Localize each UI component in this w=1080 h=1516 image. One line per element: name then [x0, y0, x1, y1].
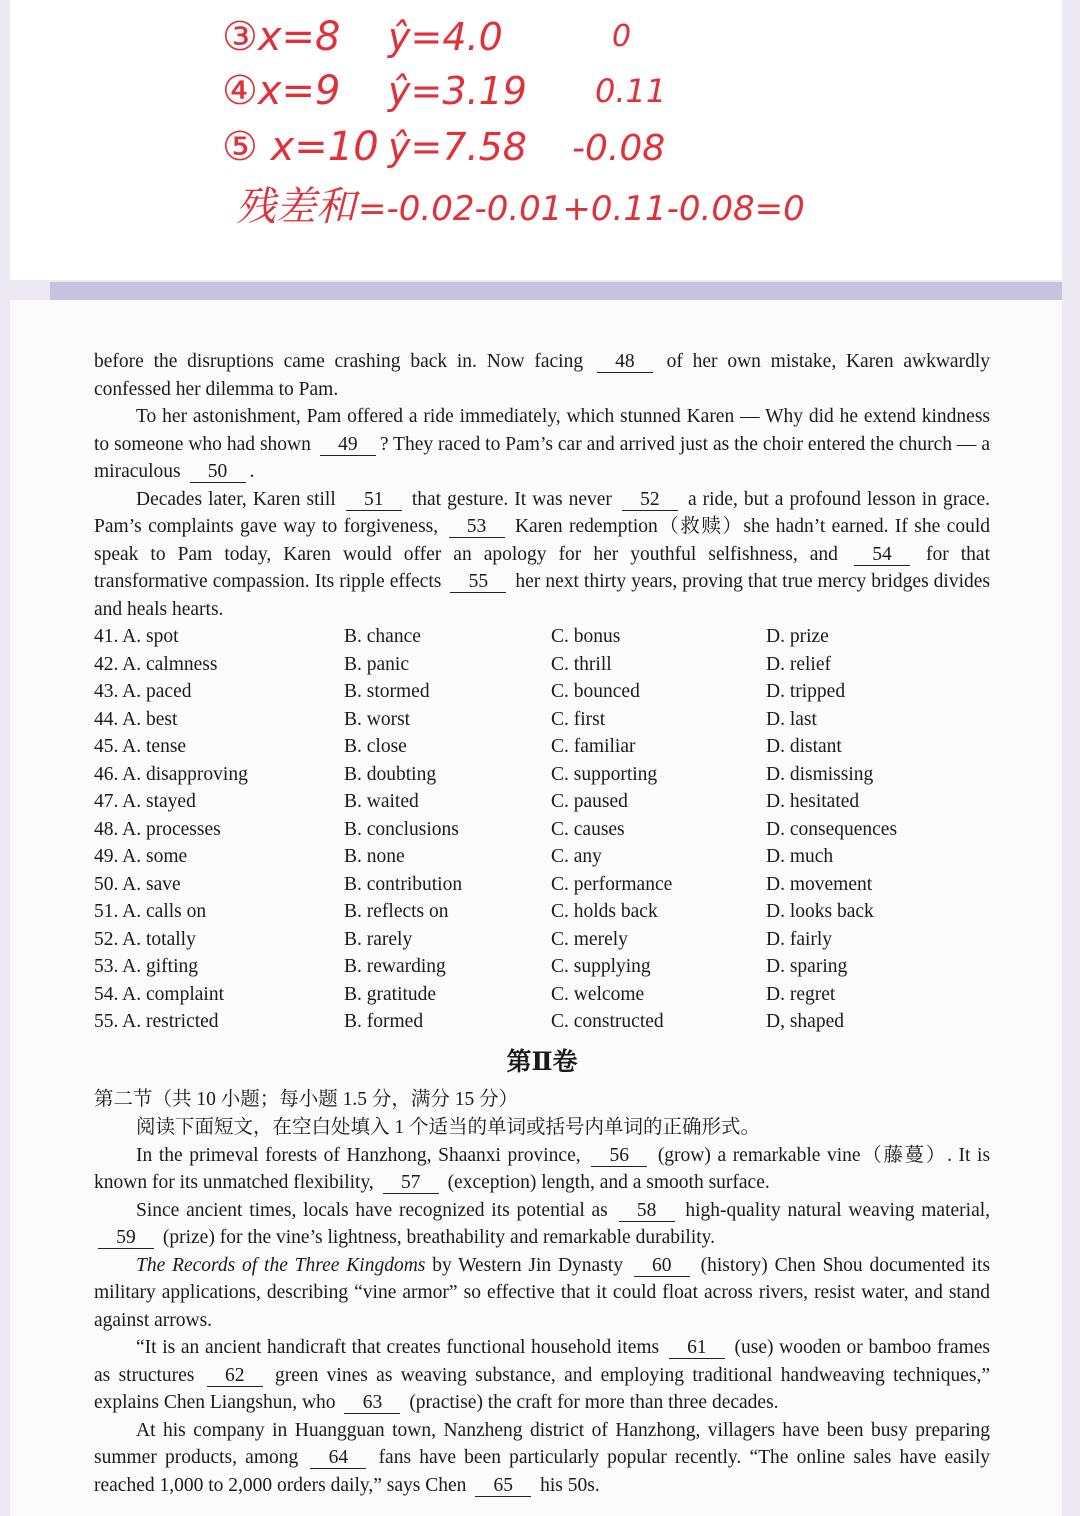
option-row [94, 926, 990, 954]
option-b: B. reflects on [344, 901, 449, 922]
blank-58: 58 [619, 1200, 675, 1222]
option-b: B. formed [344, 1011, 424, 1032]
option-a: 44. A. best [94, 708, 178, 730]
hw-row3-label: ⑤ x=10 [222, 124, 379, 170]
option-c: C. paused [551, 791, 628, 812]
option-row [94, 651, 990, 679]
option-row [94, 1008, 990, 1036]
passage1-para1: before the disruptions came crashing back in. Now facing 48 of her own mistake, Karen awkwardly confessed her dilemma to Pam. [94, 351, 990, 400]
blank-55: 55 [450, 571, 506, 593]
option-row [94, 981, 990, 1009]
option-a: 53. A. gifting [94, 956, 199, 977]
passage1-para2: To her astonishment, Pam offered a ride immediately, which stunned Karen — Why did he extend kindness to someone who had shown 49 ? They raced to Pam’s car and arrived just as the choir entered the church — a miraculous 50 . [94, 406, 991, 482]
option-c: C. any [551, 846, 602, 867]
option-d: D. consequences [766, 818, 898, 840]
option-d: D. looks back [766, 901, 874, 922]
exam-content [94, 348, 990, 1499]
passage2-para3: The Records of the Three Kingdoms by Western Jin Dynasty 60 (history) Chen Shou documented its military applications, describing “vine armor” so effective that it could float across rivers, resist water, and stand against arrows. [94, 1254, 991, 1331]
passage2-para4: “It is an ancient handicraft that creates functional household items 61 (use) wooden or bamboo frames as structures 62 green vines as weaving substance, and employing traditional handweaving techniques,” explains Chen Liangshun, who 63 (practise) the craft for more than three decades. [94, 1337, 991, 1413]
blank-51: 51 [346, 489, 402, 511]
option-b: B. waited [344, 791, 419, 812]
option-a: 45. A. tense [94, 736, 187, 757]
answer-options [94, 623, 990, 1036]
option-c: C. first [551, 708, 606, 730]
option-b: B. none [344, 846, 405, 867]
option-d: D. hesitated [766, 791, 860, 812]
option-d: D. relief [766, 653, 831, 675]
option-a: 51. A. calls on [94, 901, 207, 922]
option-b: B. contribution [344, 873, 463, 895]
hw-row3-residual: -0.08 [572, 128, 666, 169]
blank-54: 54 [854, 544, 910, 566]
option-b: B. close [344, 736, 407, 757]
option-b: B. chance [344, 626, 421, 647]
option-d: D. much [766, 846, 834, 867]
option-c: C. bonus [551, 626, 621, 647]
option-c: C. constructed [551, 1011, 664, 1032]
blank-56: 56 [591, 1145, 647, 1167]
option-a: 43. A. paced [94, 681, 192, 702]
option-c: C. welcome [551, 983, 645, 1005]
blank-62: 62 [207, 1365, 263, 1387]
hw-sum-expression: =-0.02-0.01+0.11-0.08=0 [358, 189, 805, 229]
option-d: D. last [766, 708, 817, 730]
handwritten-calculations [10, 0, 1062, 280]
option-row [94, 733, 990, 761]
passage2-para1: In the primeval forests of Hanzhong, Shaanxi province, 56 (grow) a remarkable vine（藤蔓）. It is known for its unmatched flexibility, 57 (exception) length, and a smooth surface. [94, 1144, 991, 1193]
option-c: C. familiar [551, 736, 636, 757]
blank-64: 64 [310, 1447, 366, 1469]
section-instruction: 阅读下面短文，在空白处填入 1 个适当的单词或括号内单词的正确形式。 [136, 1116, 761, 1138]
divider-band [50, 282, 1062, 300]
option-a: 46. A. disapproving [94, 763, 248, 785]
blank-49: 49 [320, 434, 376, 456]
option-row [94, 678, 990, 706]
option-row [94, 623, 990, 651]
option-b: B. conclusions [344, 818, 459, 840]
blank-60: 60 [634, 1255, 690, 1277]
blank-53: 53 [449, 516, 505, 538]
option-row [94, 953, 990, 981]
passage2-para5: At his company in Huangguan town, Nanzheng district of Hanzhong, villagers have been busy preparing summer products, among 64 fans have been particularly popular recently. “The online sales have easily reached 1,000 to 2,000 orders daily,” says Chen 65 his 50s. [94, 1419, 990, 1496]
option-a: 52. A. totally [94, 928, 196, 950]
option-row [94, 761, 990, 789]
option-b: B. rewarding [344, 956, 446, 977]
option-d: D. sparing [766, 956, 848, 977]
option-c: C. merely [551, 928, 628, 950]
book-title: The Records of the Three Kingdoms [136, 1254, 426, 1276]
hw-row2-residual: 0.11 [595, 72, 667, 110]
hw-row3-yhat: ŷ=7.58 [388, 125, 527, 169]
option-row [94, 898, 990, 926]
option-c: C. bounced [551, 681, 640, 702]
option-d: D. regret [766, 983, 836, 1005]
option-a: 47. A. stayed [94, 791, 196, 812]
option-row [94, 871, 990, 899]
option-a: 48. A. processes [94, 818, 221, 840]
hw-row1-label: ③x=8 [222, 14, 341, 60]
option-b: B. stormed [344, 681, 430, 702]
option-b: B. worst [344, 708, 411, 730]
option-b: B. rarely [344, 928, 413, 950]
exam-paper [10, 300, 1062, 1516]
option-row [94, 706, 990, 734]
blank-48: 48 [597, 351, 653, 373]
option-a: 42. A. calmness [94, 653, 218, 675]
option-row [94, 788, 990, 816]
blank-52: 52 [622, 489, 678, 511]
blank-63: 63 [344, 1392, 400, 1414]
blank-59: 59 [98, 1227, 154, 1249]
option-c: C. supporting [551, 763, 658, 785]
blank-50: 50 [190, 461, 246, 483]
hw-sum-label: 残差和 [236, 184, 356, 230]
option-row [94, 816, 990, 844]
hw-row1-yhat: ŷ=4.0 [388, 15, 503, 59]
passage2-para2: Since ancient times, locals have recognized its potential as 58 high-quality natural weaving material, 59 (prize) for the vine’s lightness, breathability and remarkable durability. [94, 1197, 990, 1252]
option-a: 41. A. spot [94, 626, 179, 647]
option-c: C. performance [551, 873, 673, 895]
blank-65: 65 [475, 1475, 531, 1497]
handwritten-note-card [10, 0, 1062, 280]
section-title: 第Ⅱ卷 [506, 1048, 578, 1076]
option-a: 49. A. some [94, 846, 188, 867]
option-d: D. dismissing [766, 763, 874, 785]
option-c: C. causes [551, 818, 625, 840]
blank-61: 61 [669, 1337, 725, 1359]
option-row [94, 843, 990, 871]
hw-row1-residual: 0 [612, 19, 632, 54]
option-a: 50. A. save [94, 873, 181, 895]
option-c: C. supplying [551, 956, 651, 977]
hw-row2-label: ④x=9 [222, 68, 341, 114]
option-b: B. panic [344, 653, 409, 675]
option-c: C. thrill [551, 653, 612, 675]
passage1-para3: Decades later, Karen still 51 that gesture. It was never 52 a ride, but a profound lesson in grace. Pam’s complaints gave way to forgiveness, 53 Karen redemption（救赎）she hadn’t earned. If she could speak to Pam today, Karen would offer an apology for her youthful selfishness, and 54 for that transformative compassion. Its ripple effects 55 her next thirty years, proving that true mercy bridges divides and heals hearts. [94, 488, 991, 620]
option-d: D. fairly [766, 928, 833, 950]
option-a: 55. A. restricted [94, 1011, 219, 1032]
option-b: B. gratitude [344, 983, 437, 1005]
option-d: D. tripped [766, 681, 846, 702]
option-c: C. holds back [551, 901, 658, 922]
blank-57: 57 [383, 1172, 439, 1194]
option-d: D. prize [766, 626, 829, 647]
option-d: D. distant [766, 736, 842, 757]
option-a: 54. A. complaint [94, 983, 224, 1005]
option-d: D. movement [766, 873, 873, 895]
option-b: B. doubting [344, 763, 437, 785]
section-heading: 第二节（共 10 小题；每小题 1.5 分，满分 15 分） [94, 1088, 519, 1110]
hw-row2-yhat: ŷ=3.19 [388, 69, 527, 113]
option-d: D, shaped [766, 1011, 844, 1032]
